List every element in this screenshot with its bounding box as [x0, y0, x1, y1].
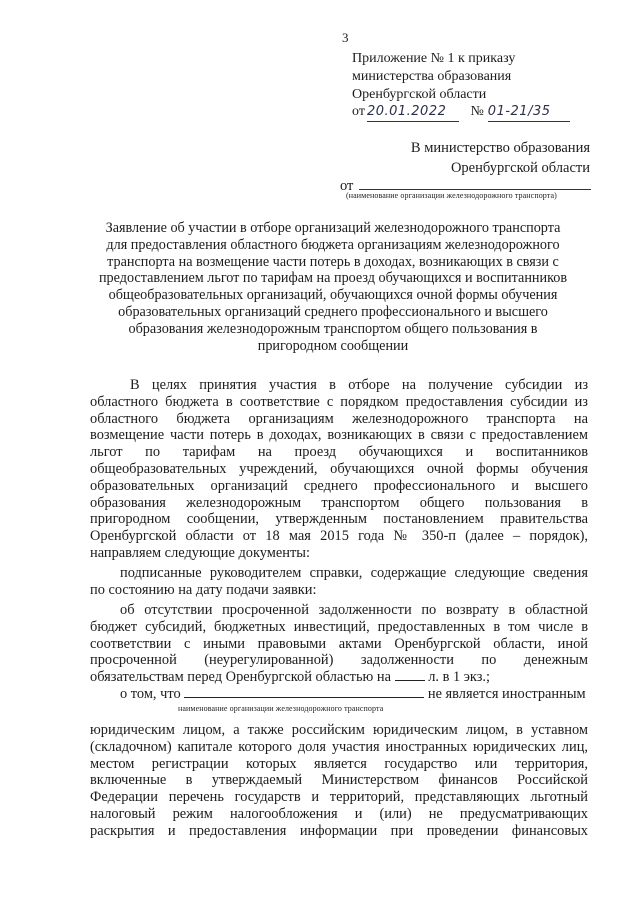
body-line: подписанные руководителем справки, содержащие следующие сведения: [120, 565, 588, 581]
appendix-number-field: [488, 103, 570, 122]
body-line: областного бюджета в соответствие с порядком предоставления субсидии из: [90, 393, 588, 410]
appendix-number-handwritten: 01-21/35: [487, 104, 551, 119]
addressee-caption: (наименование организации железнодорожного транспорта): [346, 191, 557, 200]
title-line: транспорта на возмещение части потерь в доходах, возникающих в связи с: [107, 253, 559, 270]
appendix-line-1: Приложение № 1 к приказу: [352, 51, 516, 66]
body-paragraph-1: [90, 377, 588, 562]
document-title: [80, 220, 586, 354]
addressee-line-1: В министерство образования: [410, 140, 590, 156]
body-paragraph-4: [90, 722, 588, 840]
body-line: возмещение части потерь в доходах, возникающих в связи с предоставлением: [90, 427, 588, 444]
title-line: предоставлением льгот по тарифам на проезд обучающихся и воспитанников: [98, 270, 568, 287]
title-line: образования железнодорожным транспортом общего пользования в: [128, 320, 538, 337]
appendix-date-handwritten: 20.01.2022: [366, 104, 447, 119]
body-paragraph-2: [90, 565, 588, 599]
body-line: соответствии с иными правовыми актами Оренбургской области, иной: [90, 635, 588, 652]
body-line: В целях принятия участия в отборе на получение субсидии из: [130, 377, 588, 393]
body-line: налоговый режим налогообложения и (или) не предусматривающих: [90, 805, 588, 822]
title-line: пригородном сообщении: [257, 337, 409, 354]
body-line: бюджет субсидий, бюджетных инвестиций, предоставленных в том числе в: [90, 618, 588, 635]
obligations-suffix: л. в 1 экз.;: [428, 669, 491, 686]
title-line: образовательных организаций среднего профессионального и высшего: [118, 303, 548, 320]
body-line: общеобразовательных учреждений, обучающихся очной формы обучения: [90, 460, 588, 477]
body-line: (складочном) капитале которого доля участия иностранных юридических лиц,: [90, 738, 588, 755]
appendix-line-2: министерства образования: [352, 69, 512, 84]
appendix-date-row: [352, 103, 570, 122]
sheets-count-blank: [395, 670, 425, 681]
appendix-line-3: Оренбургской области: [352, 87, 487, 102]
title-line: общеобразовательных организаций, обучающихся очной формы обучения: [108, 287, 558, 304]
addressee-line-2: Оренбургской области: [450, 160, 590, 176]
body-line: по состоянию на дату подачи заявки:: [90, 581, 317, 598]
page-number: 3: [342, 30, 349, 45]
body-line: Оренбургской области от 18 мая 2015 года № 350-п (далее – порядок),: [90, 528, 588, 545]
title-line: для предоставления областного бюджета организациям железнодорожного: [106, 236, 560, 253]
obligations-prefix: обязательствам перед Оренбургской областью на: [90, 669, 391, 686]
body-paragraph-3: [90, 602, 588, 686]
body-line: направляем следующие документы:: [90, 544, 310, 561]
fact-prefix: о том, что: [120, 686, 181, 702]
fact-line: [120, 686, 586, 703]
body-line: включенные в утверждаемый Министерством финансов Российской: [90, 772, 588, 789]
fact-suffix: не является иностранным: [427, 686, 586, 702]
addressee-from-field: [359, 177, 591, 190]
addressee-from-label: от: [340, 178, 354, 194]
body-line: местом регистрации которых является государство или территория,: [90, 755, 588, 772]
body-line: льгот по тарифам на проезд обучающихся и воспитанников: [90, 444, 588, 461]
body-line: областного бюджета организациям железнодорожного транспорта на: [90, 410, 588, 427]
body-line: образования железнодорожным транспортом общего пользования в: [90, 494, 588, 511]
organization-name-blank: [184, 687, 424, 698]
body-line: просроченной (неурегулированной) задолженности по денежным: [90, 652, 588, 669]
obligations-line: [90, 669, 588, 686]
body-line: Федерации перечень государств и территорий, представляющих льготный: [90, 789, 588, 806]
appendix-date-field: [367, 103, 459, 122]
appendix-from-label: от: [352, 104, 365, 119]
body-line: пригородном сообщении, утвержденным постановлением правительства: [90, 511, 588, 528]
body-line: раскрытия и предоставления информации при проведении финансовых: [90, 822, 588, 839]
body-line: юридическим лицом, а также российским юридическим лицом, в уставном: [90, 722, 588, 738]
body-line: об отсутствии просроченной задолженности по возврату в областной: [120, 602, 588, 618]
title-line: Заявление об участии в отборе организаций железнодорожного транспорта: [105, 220, 561, 236]
fact-caption: наименование организации железнодорожного транспорта: [178, 704, 384, 713]
appendix-number-label: №: [470, 104, 484, 119]
body-line: образовательных организаций среднего профессионального и высшего: [90, 477, 588, 494]
